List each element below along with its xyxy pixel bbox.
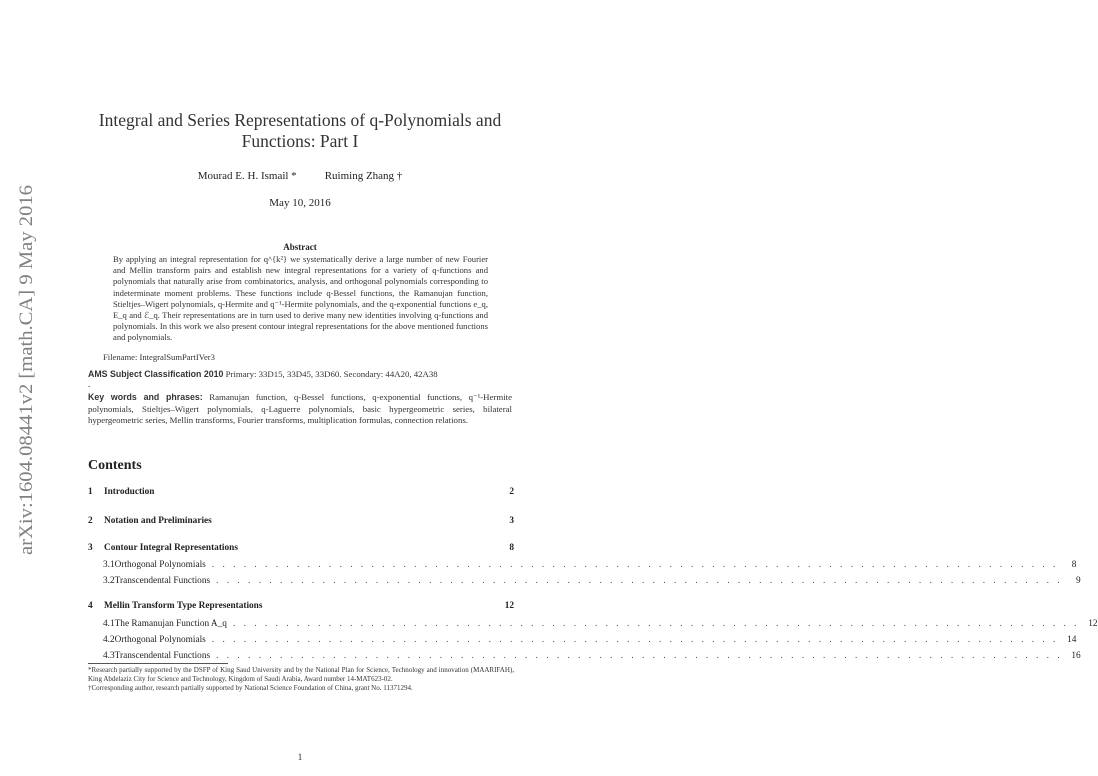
abstract-heading: Abstract [283, 242, 317, 252]
keywords-label: Key words and phrases [88, 392, 200, 402]
toc-entry-page: 8 [1071, 560, 1077, 570]
author-list [0, 170, 600, 182]
toc-entry-title: Transcendental Functions [114, 576, 211, 586]
toc-entry-title: Notation and Preliminaries [104, 516, 212, 526]
author-1: Mourad E. H. Ismail * [197, 170, 297, 182]
toc-dot-leader: . . . . . . . . . . . . . . . . . . . . . . . . . . . . . . . . . . . . . . . . . . . . . . . . . . . . . . . . . . . . . . . . . . . . . . . . . . . . . . . . [216, 651, 1063, 661]
toc-dot-leader: . . . . . . . . . . . . . . . . . . . . . . . . . . . . . . . . . . . . . . . . . . . . . . . . . . . . . . . . . . . . . . . . . . . . . . . . . . . . . . . . [232, 619, 1080, 629]
toc-dot-leader: . . . . . . . . . . . . . . . . . . . . . . . . . . . . . . . . . . . . . . . . . . . . . . . . . . . . . . . . . . . . . . . . . . . . . . . . . . . . . . . . [211, 560, 1059, 570]
toc-entry[interactable] [88, 601, 514, 620]
toc-entry[interactable] [88, 487, 514, 506]
filename-line: Filename: IntegralSumPartIVer3 [103, 352, 215, 362]
toc-entry-number: 3.1 [103, 560, 115, 570]
author-2: Ruiming Zhang † [324, 170, 403, 182]
title-text: Integral and Series Representations of q-Polynomials and Functions: Part I [98, 110, 502, 151]
arxiv-identifier [8, 180, 42, 560]
toc-entry-number: 4.2 [103, 635, 115, 645]
page-number: 1 [297, 752, 303, 762]
footnotes [88, 666, 514, 693]
toc-entry-page: 12 [504, 601, 514, 611]
paper-date: May 10, 2016 [269, 197, 331, 209]
toc-entry-page: 3 [509, 516, 514, 526]
toc-entry-title: Mellin Transform Type Representations [104, 601, 263, 611]
abstract-body: By applying an integral representation for q^{k²} we systematically derive a large number of new Fourier and Mellin transform pairs and establish new integral representations for a variety of q-functions and polynomials that naturally arise from combinatorics, analysis, and orthogonal polynomials corresponding to indeterminate moment problems. These functions include q-Bessel functions, the Ramanujan function, Stieltjes–Wigert polynomials, q-Hermite and q⁻¹-Hermite polynomials, and the q-exponential functions e_q, E_q and ℰ_q. Their representations are in turn used to derive many new identities involving q-functions and polynomials. In this work we also present contour integral representations for the above mentioned functions and polynomials. [113, 254, 488, 343]
toc-entry-number: 3.2 [103, 576, 115, 586]
toc-entry-page: 9 [1076, 576, 1081, 586]
toc-entry[interactable] [88, 576, 1081, 595]
toc-entry-title: Introduction [104, 487, 155, 497]
toc-entry-title: Transcendental Functions [114, 651, 211, 661]
keywords: Key words and phrases: Ramanujan function, q-Bessel functions, q-exponential functions, q⁻¹-Hermite polynomials, Stieltjes–Wigert polynomials, q-Laguerre polynomials, basic hypergeometric series, bilateral hypergeometric series, Mellin transforms, Fourier transforms, multiplication formulas, connection relations. [88, 392, 512, 425]
toc-dot-leader: . . . . . . . . . . . . . . . . . . . . . . . . . . . . . . . . . . . . . . . . . . . . . . . . . . . . . . . . . . . . . . . . . . . . . . . . . . . . . . . . [211, 635, 1059, 645]
paper-title [95, 110, 505, 152]
toc-entry-number: 4.3 [103, 651, 115, 661]
toc-entry-page: 12 [1088, 619, 1098, 629]
toc-entry-number: 3 [88, 543, 93, 553]
contents-heading: Contents [88, 458, 142, 473]
toc-entry-number: 2 [88, 516, 93, 526]
toc-entry-title: Orthogonal Polynomials [114, 635, 206, 645]
stray-mark: . [88, 379, 91, 389]
ams-label: AMS Subject Classification 2010 [88, 369, 224, 379]
footnote-1: *Research partially supported by the DSFP of King Saud University and by the National Plan for Science, Technology and innovation (MAARIFAH), King Abdelaziz City for Science and Technology, Kingdom of Saudi Arabia, Award number 14-MAT623-02. [88, 666, 514, 683]
ams-classification [88, 369, 438, 379]
toc-entry-page: 16 [1071, 651, 1081, 661]
footnote-divider [88, 663, 228, 664]
toc-dot-leader: . . . . . . . . . . . . . . . . . . . . . . . . . . . . . . . . . . . . . . . . . . . . . . . . . . . . . . . . . . . . . . . . . . . . . . . . . . . . . . . . [216, 576, 1063, 586]
toc-entry-page: 14 [1067, 635, 1077, 645]
toc-entry-title: Contour Integral Representations [104, 543, 238, 553]
toc-entry-number: 1 [88, 487, 93, 497]
toc-entry-number: 4.1 [103, 619, 115, 629]
footnote-2: †Corresponding author, research partially supported by National Science Foundation of China, grant No. 11371294. [88, 684, 413, 692]
keywords-value: Ramanujan function, q-Bessel functions, q-exponential functions, q⁻¹-Hermite polynomials, Stieltjes–Wigert polynomials, q-Laguerre polynomials, basic hypergeometric series, bilateral hypergeometric series, Mellin transforms, Fourier transforms, multiplication formulas, connection relations. [88, 392, 512, 425]
toc-entry-page: 2 [509, 487, 514, 497]
toc-entry-number: 4 [88, 601, 93, 611]
toc-entry[interactable] [88, 516, 514, 535]
toc-entry-page: 8 [509, 543, 514, 553]
ams-value: Primary: 33D15, 33D45, 33D60. Secondary: 44A20, 42A38 [225, 369, 438, 379]
toc-entry-title: Orthogonal Polynomials [114, 560, 206, 570]
toc-entry-title: The Ramanujan Function A_q [114, 619, 227, 629]
arxiv-id-text: arXiv:1604.08441v2 [math.CA] 9 May 2016 [17, 223, 37, 555]
